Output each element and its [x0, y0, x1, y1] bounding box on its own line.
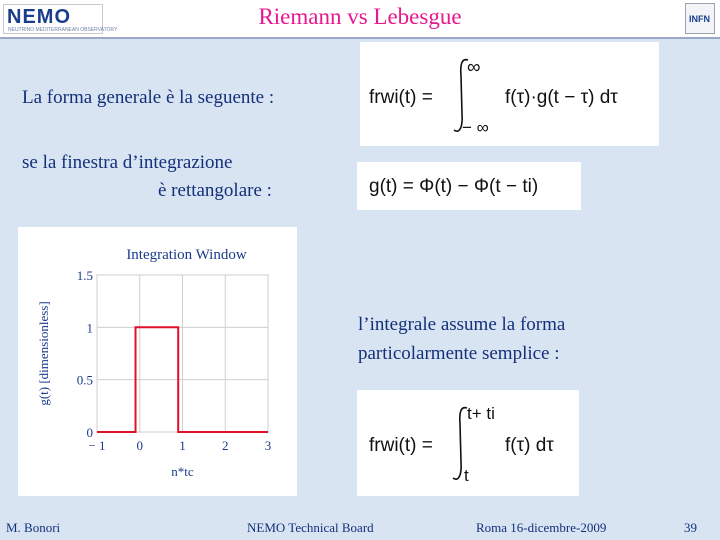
y-tick-label: 0.5	[76, 372, 93, 388]
formula-window-box	[357, 162, 581, 210]
formula3-lhs: frwi(t) =	[369, 435, 433, 456]
formula3-lower-limit: t	[464, 466, 469, 485]
integration-window-chart	[18, 227, 297, 496]
x-tick-label: 2	[222, 438, 229, 453]
x-tick-label: − 1	[88, 438, 106, 453]
infn-logo	[685, 3, 715, 34]
footer-event: NEMO Technical Board	[247, 520, 374, 535]
footer-place-date: Roma 16-dicembre-2009	[476, 520, 607, 535]
slide-title: Riemann vs Lebesgue	[258, 4, 462, 29]
formula1-integrand: f(τ)·g(t − τ) dτ	[505, 87, 618, 108]
x-tick-label: 0	[136, 438, 143, 453]
formula3-upper-limit: t+ ti	[467, 404, 495, 423]
chart-container	[18, 227, 297, 496]
footer-page-number: 39	[684, 520, 697, 535]
formula-simple-box	[357, 390, 579, 496]
y-tick-label: 1.5	[76, 268, 93, 283]
text-integral-line1: l’integrale assume la forma	[358, 314, 566, 335]
header-divider	[0, 37, 720, 39]
y-tick-label: 1	[86, 320, 93, 336]
formula1-lower-limit: − ∞	[462, 118, 489, 137]
chart-title: Integration Window	[126, 247, 247, 263]
formula2-text: g(t) = Φ(t) − Φ(t − ti)	[369, 176, 539, 197]
formula-general-box	[360, 42, 659, 146]
text-general-form: La forma generale è la seguente :	[22, 87, 275, 108]
text-window-line1: se la finestra d’integrazione	[22, 152, 233, 173]
infn-logo-text: INFN	[689, 14, 710, 24]
nemo-logo-subtext: NEUTRINO MEDITERRANEAN OBSERVATORY	[8, 27, 118, 33]
x-tick-label: 1	[179, 438, 186, 453]
x-axis-label: n*tc	[171, 464, 194, 479]
formula1-lhs: frwi(t) =	[369, 87, 433, 108]
text-integral-line2: particolarmente semplice :	[358, 343, 560, 364]
x-tick-label: 3	[264, 438, 272, 453]
nemo-logo-text: NEMO	[7, 6, 71, 28]
formula1-upper-limit: ∞	[467, 57, 481, 78]
formula3-integrand: f(τ) dτ	[505, 435, 554, 456]
text-window-line2: è rettangolare :	[158, 180, 272, 201]
y-axis-label: g(t) [dimensionless]	[36, 301, 51, 406]
footer-author: M. Bonori	[6, 520, 61, 535]
y-tick-label: 0	[86, 425, 93, 440]
